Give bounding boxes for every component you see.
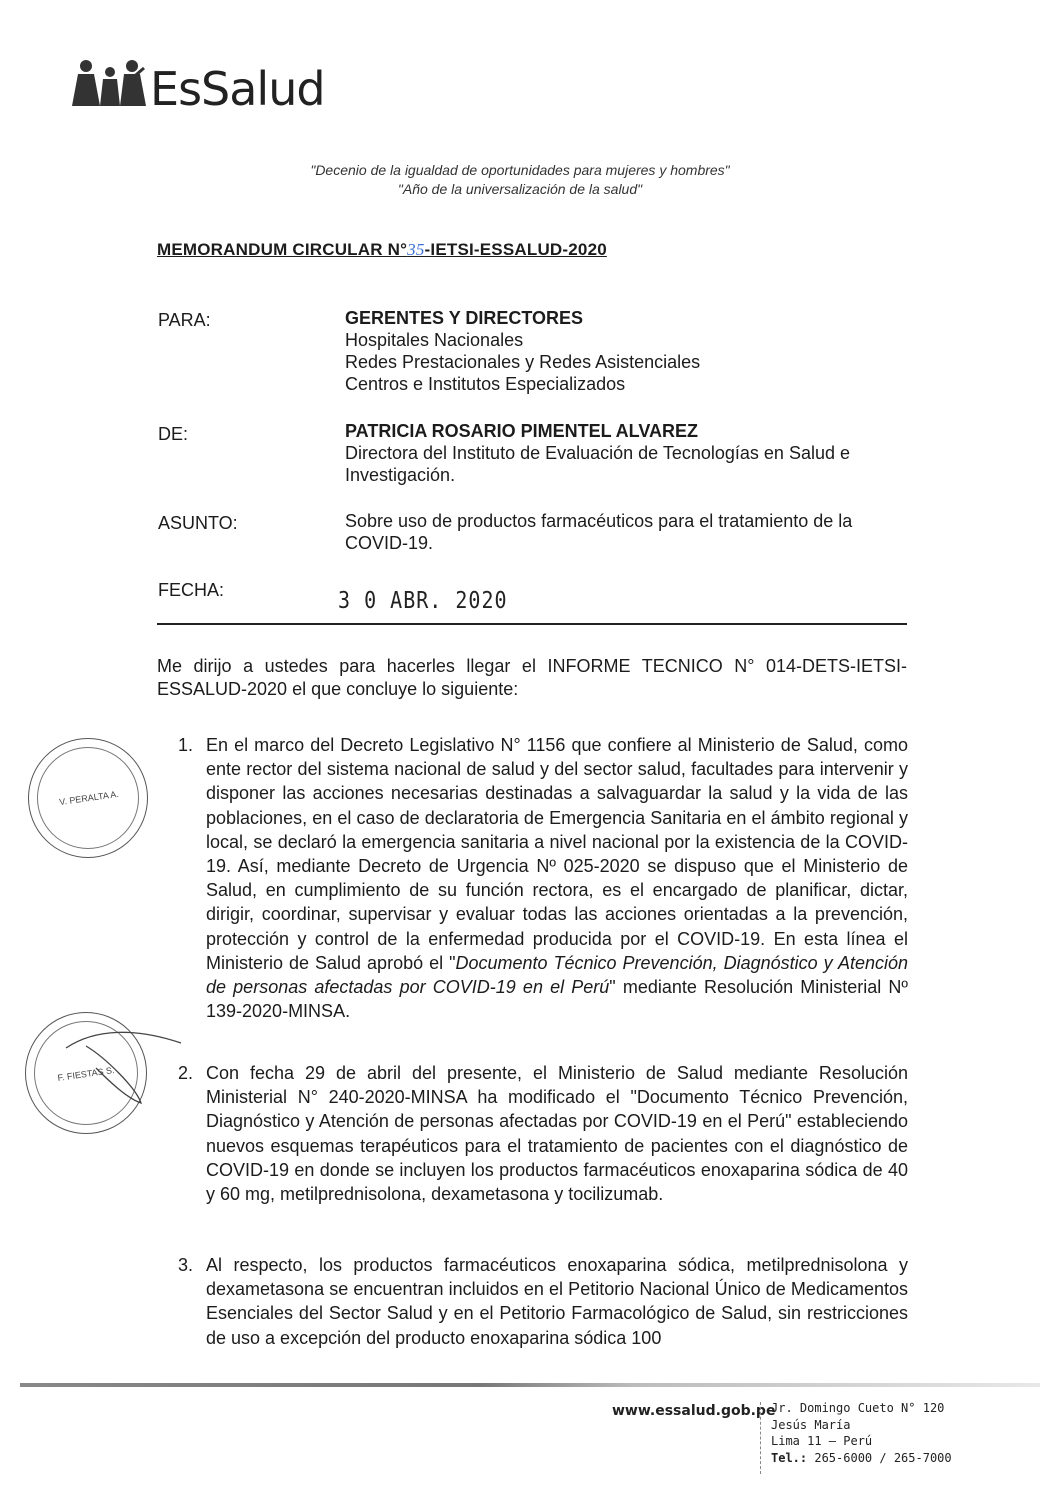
para-line-3: Centros e Institutos Especializados [345, 374, 626, 394]
seal-2-name: F. FIESTAS S. [56, 1065, 116, 1083]
list-item-2-text: Con fecha 29 de abril del presente, el Ministerio de Salud mediante Resolución Ministerial N° 240-2020-MINSA ha modificado el "Documento Técnico Prevención, Diagnóstico y Atención de personas afectadas por COVID-19 en el Perú" estableciendo nuevos esquemas terapéuticos para el tratamiento de pacientes con el diagnóstico de COVID-19 en donde se incluyen los productos farmacéuticos enoxaparina sódica de 40 y 60 mg, metilprednisolona, dexametasona y tocilizumab. [206, 1063, 908, 1205]
list-item-2 [178, 1061, 908, 1206]
fecha-label: FECHA: [158, 580, 225, 600]
header-divider [157, 623, 907, 625]
motto-line-1: "Decenio de la igualdad de oportunidades para mujeres y hombres" [310, 162, 730, 178]
footer-addr-1: Jr. Domingo Cueto N° 120 [771, 1401, 945, 1415]
asunto-label: ASUNTO: [158, 513, 238, 533]
memo-title-prefix: MEMORANDUM CIRCULAR N° [157, 240, 408, 259]
asunto-text: Sobre uso de productos farmacéuticos para el tratamiento de la COVID-19. [345, 511, 853, 553]
list-item-3 [178, 1253, 908, 1350]
de-name: PATRICIA ROSARIO PIMENTEL ALVAREZ [345, 421, 699, 441]
item1-text-italic: Documento Técnico Prevención, Diagnóstico y Atención de personas afectadas por COVID-19 en el Perú [206, 952, 908, 998]
motto-line-2: "Año de la universalización de la salud" [397, 181, 643, 197]
official-seal-2 [25, 1012, 147, 1134]
footer-separator [760, 1402, 762, 1474]
item1-text-b: " mediante Resolución Ministerial Nº 139-2020-MINSA. [206, 977, 908, 1022]
de-value [345, 420, 905, 486]
date-stamp: 3 0 ABR. 2020 [338, 586, 508, 614]
item1-text-a: En el marco del Decreto Legislativo N° 1156 que confiere al Ministerio de Salud, como ente rector del sistema nacional de salud y del sector salud, facultades para intervenir y disponer las acciones necesarias destinadas a salvaguardar la salud y la vida de las poblaciones, en el caso de declaratoria de Emergencia Sanitaria en el ámbito regional y local, se declaró la emergencia sanitaria a nivel nacional por la existencia de la COVID-19. Así, mediante Decreto de Urgencia Nº 025-2020 se dispuso que el Ministerio de Salud, en cumplimiento de su función rectora, es el encargado de planificar, dictar, dirigir, coordinar, supervisar y evaluar todas las acciones orientadas a la prevención, protección y control de la enfermedad producida por el COVID-19. En esta línea el Ministerio de Salud aprobó el " [206, 735, 908, 973]
logo-text: EsSalud [150, 62, 325, 116]
memo-title-suffix: -IETSI-ESSALUD-2020 [424, 240, 607, 259]
essalud-logo [70, 50, 350, 122]
list-item-1-text [206, 733, 908, 1023]
de-label: DE: [158, 424, 189, 444]
footer-address [771, 1400, 952, 1466]
seal-1-name: V. PERALTA A. [58, 788, 120, 808]
footer-tel [771, 1450, 952, 1467]
footer-addr-3: Lima 11 – Perú [771, 1434, 873, 1448]
para-name: GERENTES Y DIRECTORES [345, 308, 584, 328]
list-item-1-number: 1. [178, 735, 194, 755]
para-label: PARA: [158, 310, 211, 330]
memo-title [157, 240, 607, 260]
footer-bar [20, 1383, 1040, 1387]
para-value [345, 307, 905, 395]
official-seal-1 [28, 738, 148, 858]
footer-website: www.essalud.gob.pe [612, 1403, 776, 1419]
de-line-1: Directora del Instituto de Evaluación de Tecnologías en Salud e Investigación. [345, 443, 850, 485]
list-item-3-text: Al respecto, los productos farmacéuticos enoxaparina sódica, metilprednisolona y dexametasona se encuentran incluidos en el Petitorio Nacional Único de Medicamentos Esenciales del Sector Salud y en el Petitorio Farmacológico de Salud, sin restricciones de uso a excepción del producto enoxaparina sódica 100 [206, 1255, 908, 1348]
signature-icon [46, 1018, 186, 1108]
list-item-3-number: 3. [178, 1255, 194, 1275]
footer-tel-label: Tel.: [771, 1450, 808, 1465]
list-item-2-number: 2. [178, 1063, 194, 1083]
footer-tel-value: 265-6000 / 265-7000 [807, 1450, 952, 1465]
para-line-2: Redes Prestacionales y Redes Asistenciales [345, 352, 701, 372]
para-line-1: Hospitales Nacionales [345, 330, 524, 350]
list-item-1 [178, 733, 908, 1023]
memo-number: 35 [407, 240, 425, 259]
family-icon [70, 58, 150, 108]
footer-addr-2: Jesús María [771, 1417, 851, 1432]
intro-paragraph: Me dirijo a ustedes para hacerles llegar el INFORME TECNICO N° 014-DETS-IETSI-ESSALUD-2020 el que concluye lo siguiente: [157, 656, 907, 699]
